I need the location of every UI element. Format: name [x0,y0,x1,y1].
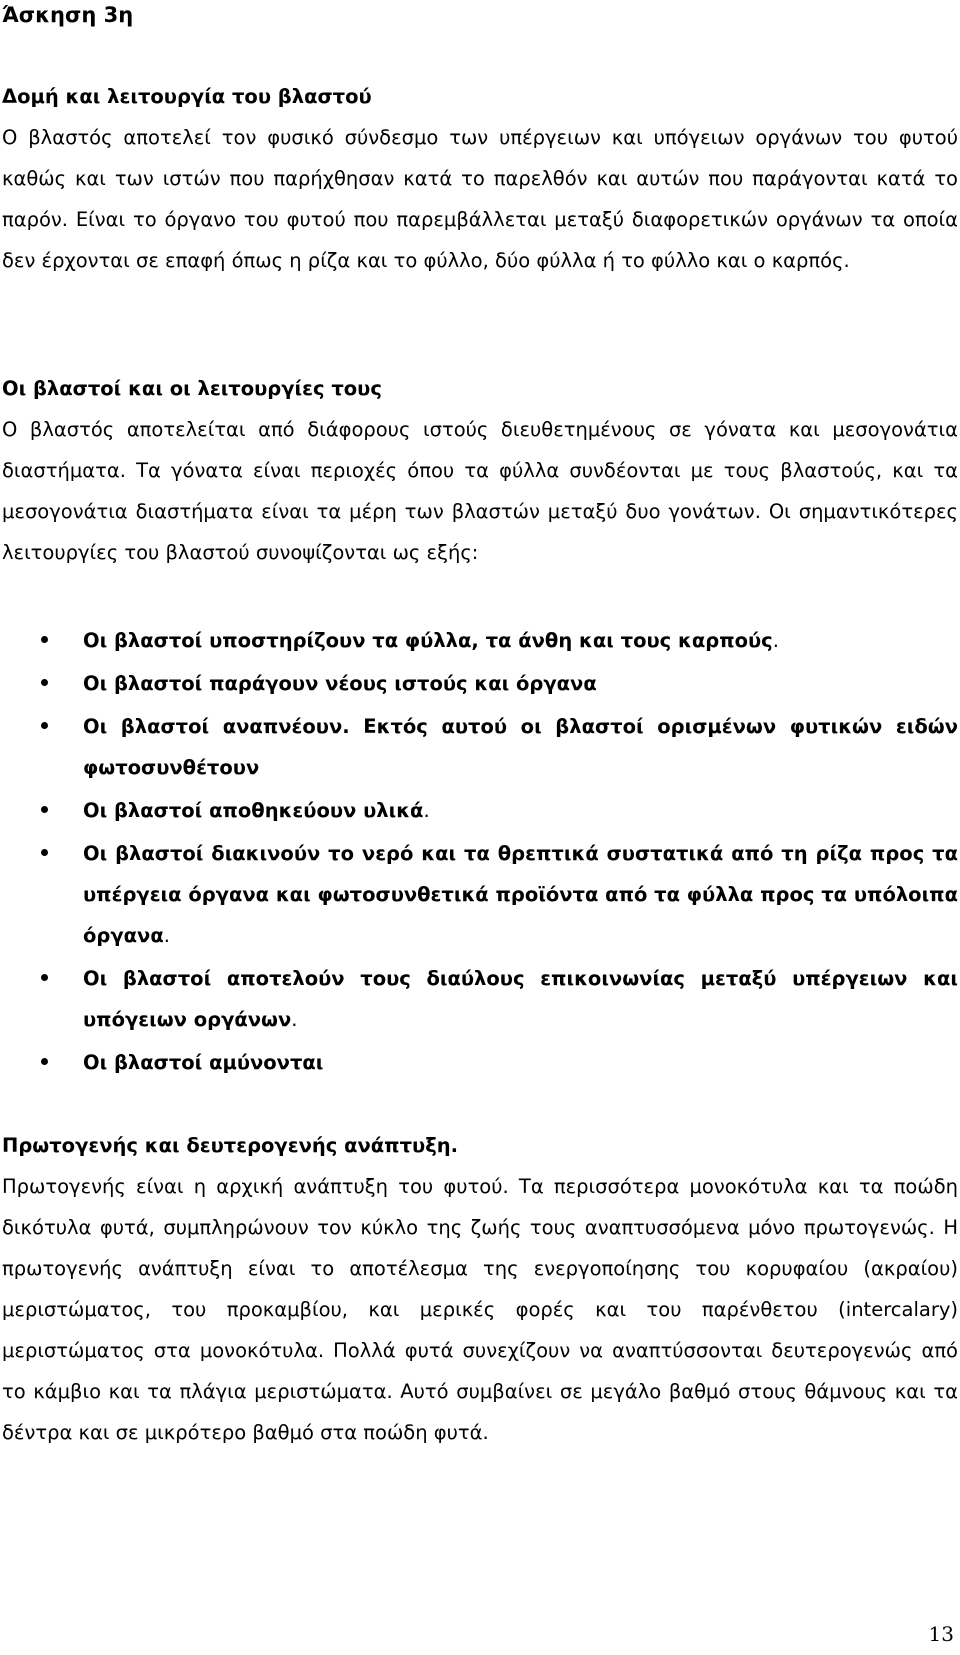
section-stem-functions [2,368,958,573]
bullet-icon [41,679,48,686]
bullet-icon [41,722,48,729]
bullet-icon [41,636,48,643]
list-item: Οι βλαστοί αναπνέουν. Εκτός αυτού οι βλαστοί ορισμένων φυτικών ειδών φωτοσυνθέτουν [0,706,958,788]
section-paragraph: Ο βλαστός αποτελεί τον φυσικό σύνδεσμο των υπέργειων και υπόγειων οργάνων του φυτού καθώς και των ιστών που παρήχθησαν κατά το παρελθόν και αυτών που παράγονται κατά το παρόν. Είναι το όργανο του φυτού που παρεμβάλλεται μεταξύ διαφορετικών οργάνων τα οποία δεν έρχονται σε επαφή όπως η ρίζα και το φύλλο, δύο φύλλα ή το φύλλο και ο καρπός. [2,126,958,272]
section-heading: Οι βλαστοί και οι λειτουργίες τους [2,377,382,400]
bullet-icon [41,806,48,813]
section-paragraph: Ο βλαστός αποτελείται από διάφορους ιστούς διευθετημένους σε γόνατα και μεσογονάτια διαστήματα. Τα γόνατα είναι περιοχές όπου τα φύλλα συνδέονται με τους βλαστούς, και τα μεσογονάτια διαστήματα είναι τα μέρη των βλαστών μεταξύ δυο γονάτων. Οι σημαντικότερες λειτουργίες του βλαστού συνοψίζονται ως εξής: [2,418,958,564]
page-title: Άσκηση 3η [2,3,134,27]
section-paragraph: Πρωτογενής είναι η αρχική ανάπτυξη του φυτού. Τα περισσότερα μονοκότυλα και τα ποώδη δικότυλα φυτά, συμπληρώνουν τον κύκλο της ζωής τους αναπτυσσόμενα μόνο πρωτογενώς. Η πρωτογενής ανάπτυξη είναι το αποτέλεσμα της ενεργοποίησης του κορυφαίου (ακραίου) μεριστώματος, του προκαμβίου, και μερικές φορές και του παρένθετου (intercalary) μεριστώματος στα μονοκότυλα. Πολλά φυτά συνεχίζουν να αναπτύσσονται δευτερογενώς από το κάμβιο και τα πλάγια μεριστώματα. Αυτό συμβαίνει σε μεγάλο βαθμό στους θάμνους και τα δέντρα και σε μικρότερο βαθμό στα ποώδη φυτά. [2,1175,958,1444]
list-item: Οι βλαστοί διακινούν το νερό και τα θρεπτικά συστατικά από τη ρίζα προς τα υπέργεια όργανα και φωτοσυνθετικά προϊόντα από τα φύλλα προς τα υπόλοιπα όργανα. [0,833,958,956]
page-number: 13 [928,1622,954,1646]
list-item: Οι βλαστοί αποθηκεύουν υλικά. [0,790,958,831]
bullet-icon [41,974,48,981]
section-heading: Πρωτογενής και δευτερογενής ανάπτυξη. [2,1134,459,1157]
section-heading: Δομή και λειτουργία του βλαστού [2,85,372,108]
list-item: Οι βλαστοί αποτελούν τους διαύλους επικοινωνίας μεταξύ υπέργειων και υπόγειων οργάνων. [0,958,958,1040]
list-item: Οι βλαστοί παράγουν νέους ιστούς και όργανα [0,663,958,704]
list-item: Οι βλαστοί αμύνονται [0,1042,958,1083]
bullet-icon [41,1058,48,1065]
bullet-icon [41,849,48,856]
functions-list [0,620,958,1085]
section-primary-secondary-growth [2,1125,958,1453]
list-item: Οι βλαστοί υποστηρίζουν τα φύλλα, τα άνθη και τους καρπούς. [0,620,958,661]
section-stem-structure [2,76,958,281]
